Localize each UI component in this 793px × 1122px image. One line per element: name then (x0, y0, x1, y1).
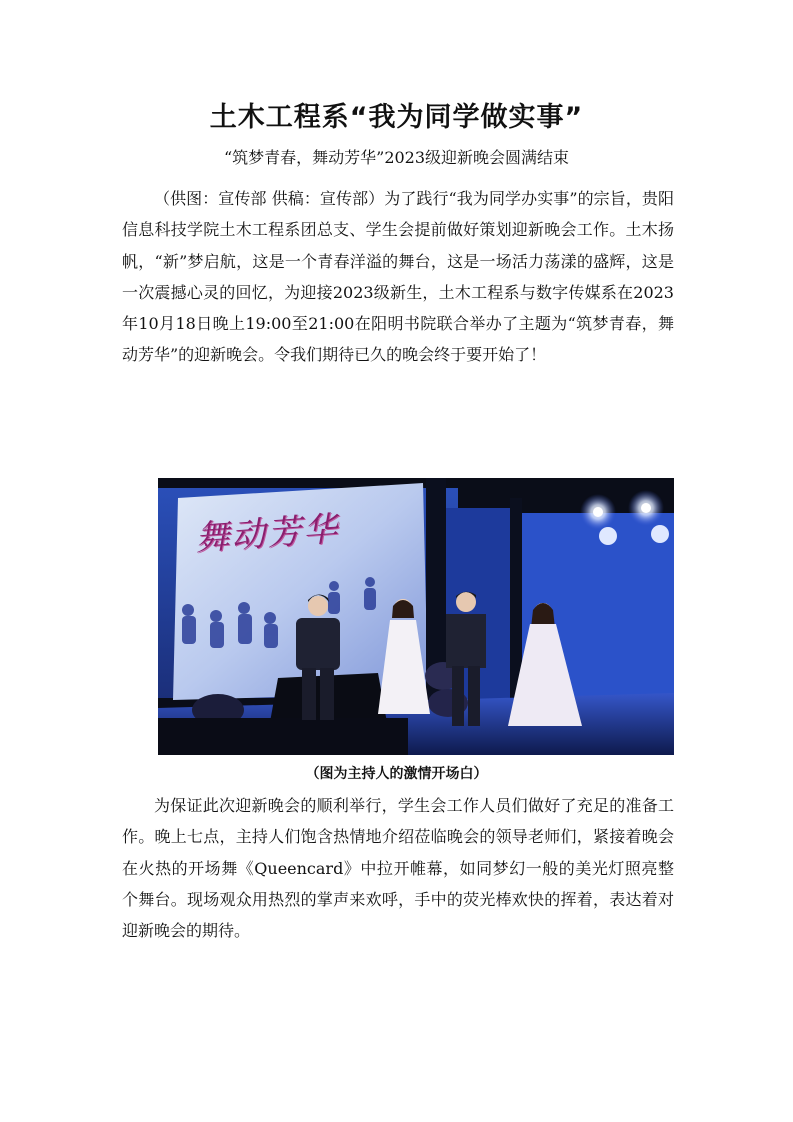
photo-banner-text: 舞动芳华 (194, 509, 341, 559)
page-subtitle: “筑梦青春，舞动芳华”2023级迎新晚会圆满结束 (223, 148, 570, 167)
page-title: 土木工程系“我为同学做实事” (209, 102, 584, 133)
paragraph-preparation: 为保证此次迎新晚会的顺利举行，学生会工作人员们做好了充足的准备工作。晚上七点，主持人们饱含热情地介绍莅临晚会的领导老师们，紧接着晚会在火热的开场舞《Queencard》中拉开帷幕，如同梦幻一般的美光灯照亮整个舞台。现场观众用热烈的掌声来欢呼，手中的荧光棒欢快的挥着，表达着对迎新晚会的期待。 (122, 796, 674, 941)
photo-caption: （图为主持人的激情开场白） (305, 766, 488, 782)
paragraph-intro: （供图：宣传部 供稿：宣传部）为了践行“我为同学办实事”的宗旨，贵阳信息科技学院土木工程系团总支、学生会提前做好策划迎新晚会工作。土木扬帆，“新”梦启航，这是一个青春洋溢的舞台，这是一场活力荡漾的盛辉，这是一次震撼心灵的回忆，为迎接2023级新生，土木工程系与数字传媒系在2023年10月18日晚上19:00至21:00在阳明书院联合举办了主题为“筑梦青春，舞动芳华”的迎新晚会。令我们期待已久的晚会终于要开始了！ (122, 189, 674, 365)
